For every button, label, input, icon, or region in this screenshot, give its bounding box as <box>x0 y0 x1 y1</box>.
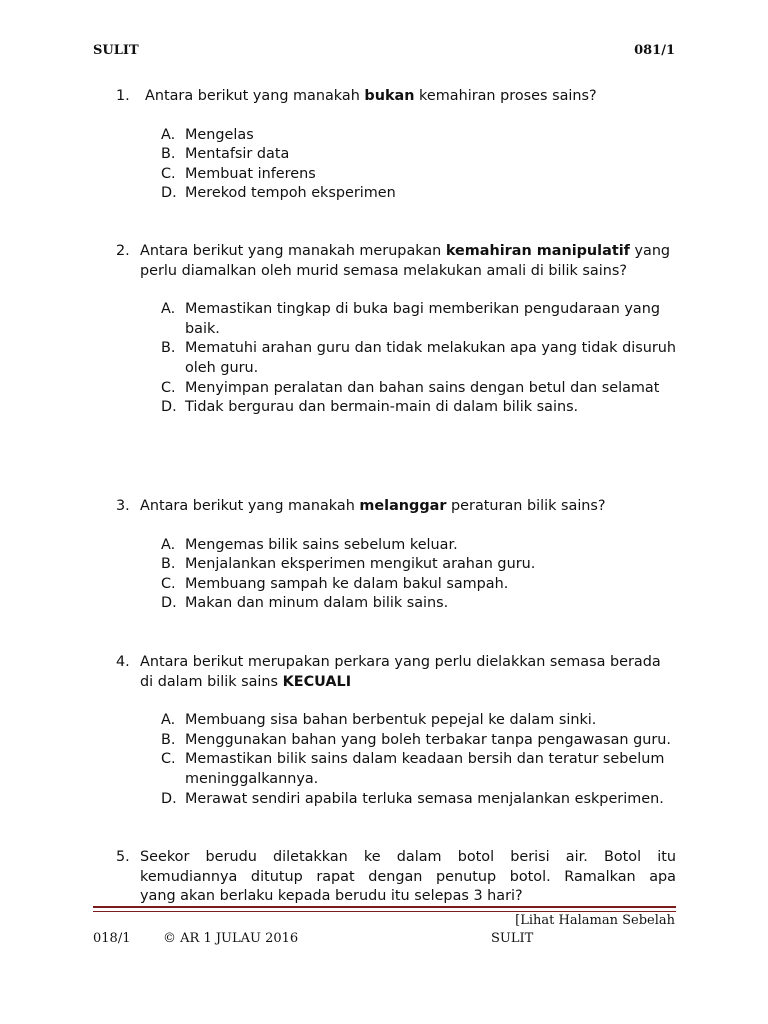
question-number: 5. <box>116 849 130 865</box>
option-b: B. Mematuhi arahan guru dan tidak melakukan apa yang tidak disuruh oleh guru. <box>161 340 676 376</box>
question-text-line-2: kemudiannya ditutup rapat dengan penutup botol. Ramalkan apa <box>140 868 676 885</box>
option-d: D. Merekod tempoh eksperimen <box>161 185 396 202</box>
option-a: A. Membuang sisa bahan berbentuk pepejal ke dalam sinki. <box>161 712 597 729</box>
question-text: Antara berikut yang manakah melanggar peraturan bilik sains? <box>140 498 606 514</box>
option-list <box>161 300 676 418</box>
option-d: D. Tidak bergurau dan bermain-main di dalam bilik sains. <box>161 399 579 416</box>
question-number: 3. <box>116 498 130 514</box>
question-5 <box>116 848 676 907</box>
question-emphasis: KECUALI <box>282 673 352 690</box>
see-next-page-note: [Lihat Halaman Sebelah <box>515 913 675 928</box>
option-a: A. Mengelas <box>161 126 254 143</box>
question-number: 2. <box>116 243 130 259</box>
option-b: B. Menjalankan eksperimen mengikut arahan guru. <box>161 556 536 573</box>
question-text: Antara berikut yang manakah bukan kemahiran proses sains? <box>145 88 597 104</box>
option-list <box>161 711 676 809</box>
option-c: C. Menyimpan peralatan dan bahan sains dengan betul dan selamat <box>161 379 660 396</box>
question-4 <box>116 653 676 809</box>
question-text: Antara berikut merupakan perkara yang perlu dielakkan semasa berada di dalam bilik sains KECUALI <box>140 654 661 690</box>
option-c: C. Membuat inferens <box>161 165 316 182</box>
option-list <box>161 126 676 204</box>
option-c: C. Membuang sampah ke dalam bakul sampah. <box>161 575 509 592</box>
header-classification: SULIT <box>93 43 139 58</box>
option-a: A. Mengemas bilik sains sebelum keluar. <box>161 536 458 553</box>
question-emphasis: kemahiran manipulatif <box>445 243 630 259</box>
question-2 <box>116 242 676 418</box>
option-d: D. Makan dan minum dalam bilik sains. <box>161 595 449 612</box>
header-paper-code: 081/1 <box>634 43 675 58</box>
option-b: B. Mentafsir data <box>161 146 290 163</box>
question-3 <box>116 497 676 614</box>
footer-rule-thick <box>93 906 676 908</box>
question-1 <box>116 87 676 204</box>
option-b: B. Menggunakan bahan yang boleh terbakar tanpa pengawasan guru. <box>161 731 671 748</box>
question-text: Antara berikut yang manakah merupakan kemahiran manipulatif yang perlu diamalkan oleh murid semasa melakukan amali di bilik sains? <box>140 243 671 279</box>
question-emphasis: melanggar <box>359 498 447 514</box>
question-number: 4. <box>116 654 130 670</box>
question-number: 1. <box>116 88 130 104</box>
footer-paper-code: 018/1 <box>93 931 131 946</box>
footer-classification: SULIT <box>491 931 534 946</box>
footer-rule-thin <box>93 911 676 912</box>
question-emphasis: bukan <box>364 88 415 104</box>
question-text-line-3: yang akan berlaku kepada berudu itu selepas 3 hari? <box>140 888 523 905</box>
option-c: C. Memastikan bilik sains dalam keadaan bersih dan teratur sebelum meninggalkannya. <box>161 751 665 787</box>
option-a: A. Memastikan tingkap di buka bagi memberikan pengudaraan yang baik. <box>161 301 660 337</box>
option-d: D. Merawat sendiri apabila terluka semasa menjalankan eskperimen. <box>161 790 664 807</box>
question-text-line-1: Seekor berudu diletakkan ke dalam botol berisi air. Botol itu <box>140 849 676 865</box>
footer-copyright: © AR 1 JULAU 2016 <box>163 931 299 946</box>
option-list <box>161 536 676 614</box>
